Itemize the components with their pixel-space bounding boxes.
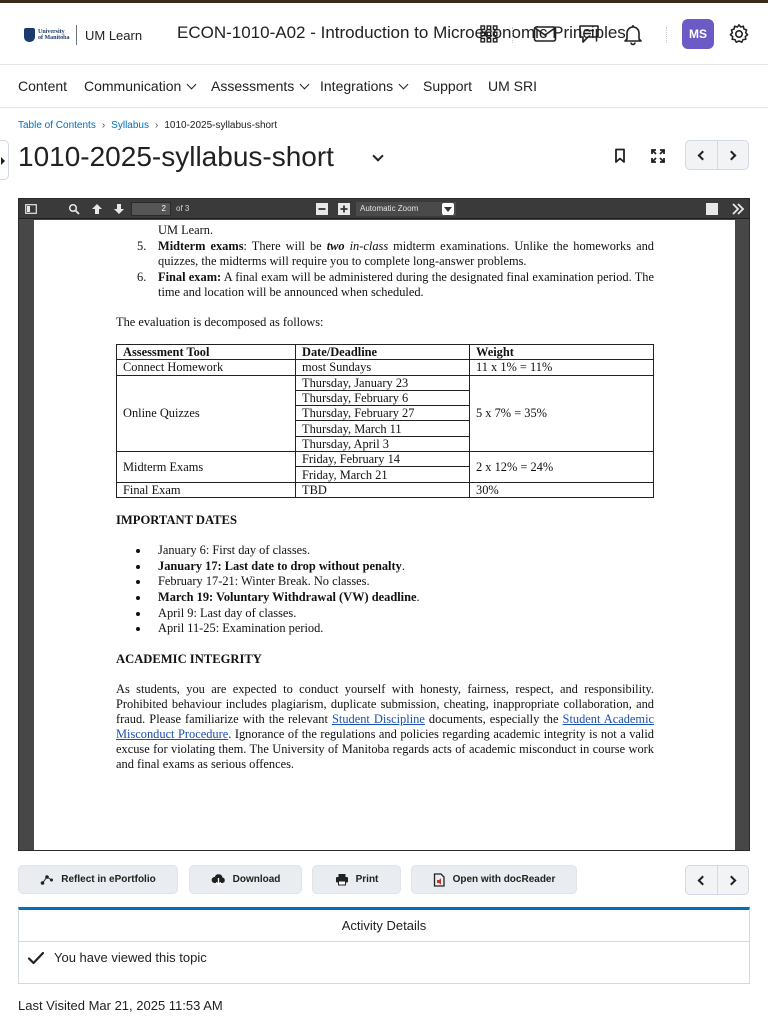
user-avatar[interactable]: MS [682, 19, 714, 49]
logo-divider [76, 25, 77, 45]
table-cell: 2 x 12% = 24% [470, 452, 654, 483]
zoom-select[interactable]: Automatic Zoom [356, 202, 456, 216]
table-row [117, 452, 654, 467]
course-title[interactable]: ECON-1010-A02 - Introduction to Microeconomic Principles [177, 23, 626, 42]
open-docreader-button[interactable]: Open with docReader [411, 865, 577, 894]
nav-um-sri[interactable]: UM SRI [488, 78, 537, 94]
chevron-down-icon [187, 79, 197, 89]
last-visited-text: Last Visited Mar 21, 2025 11:53 AM [18, 998, 223, 1013]
table-row [117, 482, 654, 497]
nav-assessments[interactable]: Assessments [211, 78, 308, 94]
printer-icon [335, 873, 349, 886]
zoom-dropdown-icon[interactable] [442, 203, 454, 215]
next-topic-button[interactable] [717, 866, 749, 894]
chevron-left-icon [698, 875, 708, 885]
chevron-right-icon [726, 875, 736, 885]
table-cell: 5 x 7% = 35% [470, 375, 654, 451]
list-item-midterm: 5. Midterm exams: There will be two in-class midterm examinations. Unlike the homeworks and quizzes, the midterms will require you to complete long-answer problems. [137, 239, 654, 268]
list-item: April 9: Last day of classes. [136, 606, 420, 622]
docreader-icon [433, 873, 446, 887]
header-divider [512, 27, 513, 43]
breadcrumb-separator: › [101, 120, 106, 131]
course-navbar [0, 66, 768, 108]
next-topic-button[interactable] [717, 141, 749, 169]
reflect-eportfolio-button[interactable]: Reflect in ePortfolio [18, 865, 178, 894]
table-cell: TBD [296, 482, 470, 497]
previous-topic-button[interactable] [686, 866, 717, 894]
breadcrumb-table-of-contents[interactable]: Table of Contents [18, 120, 96, 131]
chat-icon[interactable] [576, 21, 602, 47]
list-item: January 17: Last date to drop without penalty. [136, 559, 420, 575]
gear-icon[interactable] [726, 21, 752, 47]
nav-content[interactable]: Content [18, 78, 68, 94]
bookmark-icon[interactable] [610, 146, 630, 166]
activity-details-panel [18, 907, 750, 984]
breadcrumb [18, 120, 277, 131]
side-panel-toggle[interactable] [0, 140, 9, 180]
print-button[interactable]: Print [312, 865, 401, 894]
list-item: March 19: Voluntary Withdrawal (VW) deadline. [136, 590, 420, 606]
university-crest-logo: University of Manitoba [24, 27, 70, 43]
table-header: Assessment Tool [117, 345, 296, 360]
student-discipline-link[interactable]: Student Discipline [331, 711, 425, 726]
download-button[interactable]: Download [189, 865, 302, 894]
previous-topic-button[interactable] [686, 141, 717, 169]
table-cell: 11 x 1% = 11% [470, 360, 654, 375]
table-cell: Thursday, March 11 [296, 421, 470, 436]
important-dates-list [136, 543, 420, 637]
table-cell: most Sundays [296, 360, 470, 375]
zoom-out-icon[interactable] [315, 202, 329, 216]
pdf-viewer [18, 198, 750, 851]
list-item: April 11-25: Examination period. [136, 621, 420, 637]
chevron-right-icon [726, 150, 736, 160]
checkmark-icon [27, 951, 45, 965]
um-learn-logo[interactable] [24, 25, 142, 45]
table-cell: Friday, March 21 [296, 467, 470, 482]
table-row [117, 360, 654, 375]
chevron-down-icon [300, 79, 310, 89]
table-cell: Thursday, February 27 [296, 406, 470, 421]
table-header: Weight [470, 345, 654, 360]
table-header: Date/Deadline [296, 345, 470, 360]
sidebar-toggle-icon[interactable] [24, 202, 38, 216]
table-cell: Final Exam [117, 482, 296, 497]
topic-pager-bottom [685, 865, 749, 895]
nav-support[interactable]: Support [423, 78, 473, 94]
pdf-page [34, 220, 735, 850]
misconduct-procedure-link[interactable]: Student Academic Misconduct Procedure [116, 711, 655, 741]
table-row [117, 375, 654, 390]
logo-text: UM Learn [85, 27, 143, 43]
evaluation-table [116, 344, 654, 498]
table-cell: Friday, February 14 [296, 452, 470, 467]
zoom-in-icon[interactable] [337, 202, 351, 216]
list-item: February 17-21: Winter Break. No classes. [136, 574, 420, 590]
find-icon[interactable] [67, 202, 81, 216]
evaluation-intro: The evaluation is decomposed as follows: [116, 315, 324, 329]
page-title: 1010-2025-syllabus-short [18, 141, 334, 172]
breadcrumb-syllabus[interactable]: Syllabus [111, 120, 149, 131]
list-item-final: 6. Final exam: A final exam will be administered during the designated final examination period. The time and location will be announced when scheduled. [137, 270, 654, 299]
topic-pager-top [685, 140, 749, 170]
apps-grid-icon[interactable] [476, 21, 502, 47]
breadcrumb-separator: › [154, 120, 159, 131]
important-dates-heading: IMPORTANT DATES [116, 513, 237, 527]
tools-menu-icon[interactable] [731, 202, 745, 216]
bell-icon[interactable] [620, 21, 646, 47]
academic-integrity-heading: ACADEMIC INTEGRITY [116, 652, 262, 666]
academic-integrity-paragraph: As students, you are expected to conduct yourself with honesty, fairness, respect, and responsibility. Prohibited behaviour includes plagiarism, duplicate submission, cheating, inappropriate collaboration, and fraud. Please familiarize with the relevant Student Discipline documents, especially the Student Academic Misconduct Procedure. Ignorance of the regulations and policies regarding academic integrity is not a valid excuse for violating them. The University of Manitoba regards acts of academic misconduct in course work and final exams as serious offences. [116, 682, 655, 771]
table-cell: Thursday, February 6 [296, 390, 470, 405]
table-cell: Connect Homework [117, 360, 296, 375]
eportfolio-icon [40, 874, 54, 886]
pdf-toolbar [19, 199, 749, 219]
page-number-input[interactable]: 2 [131, 202, 171, 216]
mail-icon[interactable] [532, 21, 558, 47]
table-cell: 30% [470, 482, 654, 497]
download-cloud-icon [211, 873, 226, 886]
table-header-row [117, 345, 654, 360]
chevron-left-icon [698, 150, 708, 160]
page-count: of 3 [176, 204, 190, 213]
nav-integrations[interactable]: Integrations [320, 78, 407, 94]
presentation-mode-icon[interactable] [705, 202, 719, 216]
chevron-down-icon[interactable] [372, 150, 383, 161]
previous-page-icon[interactable] [90, 202, 104, 216]
table-cell: Thursday, April 3 [296, 436, 470, 451]
header-divider [666, 27, 667, 43]
next-page-icon[interactable] [112, 202, 126, 216]
nav-communication[interactable]: Communication [84, 78, 195, 94]
fullscreen-icon[interactable] [648, 146, 668, 166]
list-item-cut-line: UM Learn. [158, 223, 214, 237]
global-header [0, 3, 768, 65]
table-cell: Midterm Exams [117, 452, 296, 483]
chevron-down-icon [399, 79, 409, 89]
viewed-status: You have viewed this topic [27, 950, 207, 965]
table-cell: Online Quizzes [117, 375, 296, 451]
activity-details-heading[interactable]: Activity Details [19, 910, 749, 942]
table-cell: Thursday, January 23 [296, 375, 470, 390]
breadcrumb-current: 1010-2025-syllabus-short [164, 120, 278, 131]
list-item: January 6: First day of classes. [136, 543, 420, 559]
